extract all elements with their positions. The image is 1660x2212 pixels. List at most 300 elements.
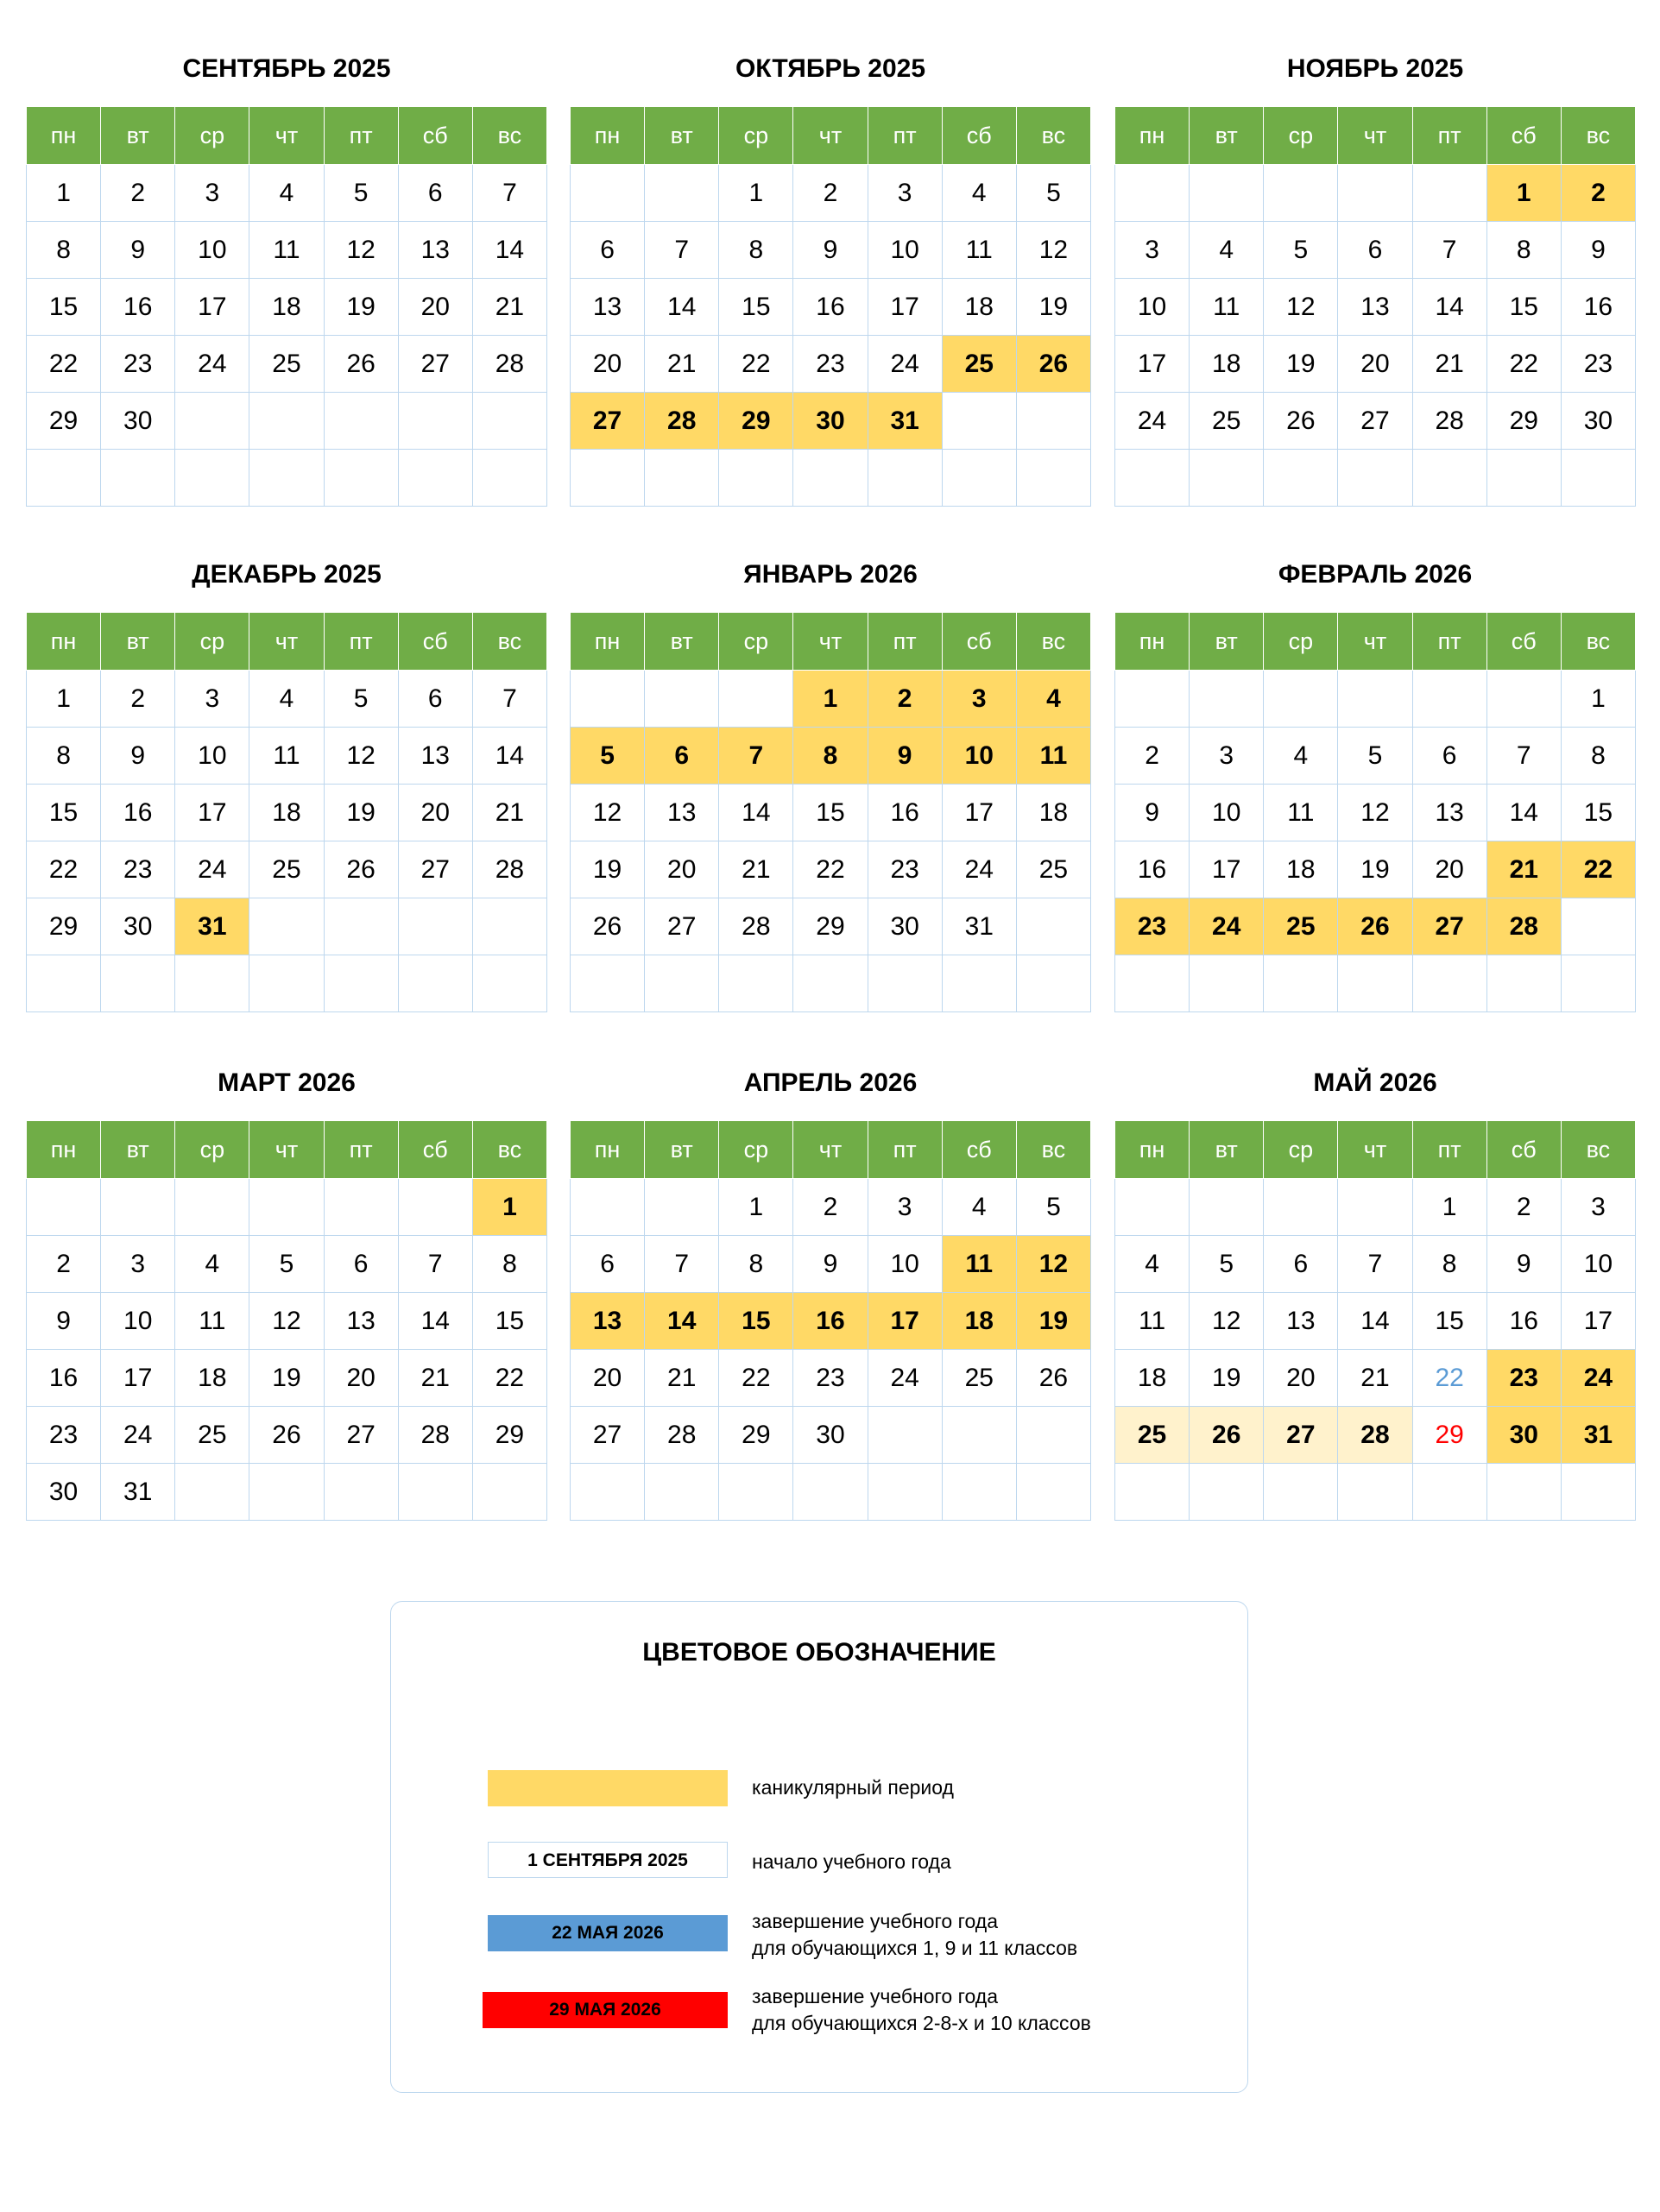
empty-cell — [175, 450, 249, 507]
day-cell: 19 — [1016, 279, 1090, 336]
day-cell: 11 — [1016, 728, 1090, 785]
day-cell: 9 — [27, 1293, 101, 1350]
month-title: АПРЕЛЬ 2026 — [743, 1068, 918, 1097]
day-cell: 5 — [324, 165, 398, 222]
weekday-header: вт — [1190, 613, 1264, 671]
empty-cell — [398, 1179, 472, 1236]
day-cell: 13 — [398, 728, 472, 785]
empty-cell — [1486, 671, 1561, 728]
day-cell: 6 — [398, 671, 472, 728]
day-cell: 30 — [101, 393, 175, 450]
empty-cell — [1264, 165, 1338, 222]
day-cell: 13 — [571, 1293, 645, 1350]
day-cell: 23 — [1561, 336, 1635, 393]
day-cell: 12 — [1190, 1293, 1264, 1350]
day-cell: 26 — [1190, 1407, 1264, 1464]
weekday-header: ср — [175, 613, 249, 671]
day-cell: 17 — [1561, 1293, 1635, 1350]
day-cell: 20 — [571, 1350, 645, 1407]
day-cell: 3 — [175, 671, 249, 728]
weekday-header: пн — [1115, 613, 1190, 671]
legend-desc-end-red — [752, 1983, 1091, 2037]
month-title: ОКТЯБРЬ 2025 — [735, 54, 926, 83]
empty-cell — [1264, 1179, 1338, 1236]
empty-cell — [1190, 1464, 1264, 1521]
day-cell: 12 — [1338, 785, 1412, 841]
empty-cell — [571, 165, 645, 222]
day-cell: 22 — [719, 1350, 793, 1407]
empty-cell — [1016, 1464, 1090, 1521]
empty-cell — [175, 955, 249, 1012]
day-cell: 26 — [1016, 336, 1090, 393]
day-cell: 5 — [1016, 1179, 1090, 1236]
empty-cell — [249, 898, 324, 955]
day-cell: 1 — [1412, 1179, 1486, 1236]
day-cell: 2 — [793, 165, 868, 222]
day-cell: 13 — [571, 279, 645, 336]
weekday-header: вт — [645, 107, 719, 165]
empty-cell — [645, 1179, 719, 1236]
day-cell: 26 — [1264, 393, 1338, 450]
legend-desc-line: завершение учебного года — [752, 1910, 998, 1932]
day-cell: 7 — [1486, 728, 1561, 785]
day-cell: 16 — [1115, 841, 1190, 898]
empty-cell — [1486, 1464, 1561, 1521]
day-cell: 26 — [324, 336, 398, 393]
empty-cell — [472, 955, 546, 1012]
month-3 — [26, 553, 547, 1012]
empty-cell — [571, 955, 645, 1012]
day-cell: 19 — [1338, 841, 1412, 898]
day-cell: 1 — [27, 165, 101, 222]
day-cell: 21 — [472, 785, 546, 841]
day-cell: 11 — [1190, 279, 1264, 336]
day-cell: 7 — [1338, 1236, 1412, 1293]
day-cell: 6 — [324, 1236, 398, 1293]
empty-cell — [571, 450, 645, 507]
day-cell: 20 — [645, 841, 719, 898]
day-cell: 27 — [324, 1407, 398, 1464]
day-cell: 17 — [942, 785, 1016, 841]
legend-desc-line: завершение учебного года — [752, 1985, 998, 2007]
day-cell: 10 — [175, 728, 249, 785]
day-cell: 15 — [793, 785, 868, 841]
empty-cell — [472, 450, 546, 507]
empty-cell — [1115, 165, 1190, 222]
weekday-header: пт — [324, 1121, 398, 1179]
day-cell: 11 — [249, 222, 324, 279]
day-cell: 18 — [249, 785, 324, 841]
day-cell: 15 — [27, 279, 101, 336]
day-cell: 14 — [719, 785, 793, 841]
day-cell: 25 — [1190, 393, 1264, 450]
empty-cell — [398, 1464, 472, 1521]
empty-cell — [1561, 1464, 1635, 1521]
day-cell: 3 — [1115, 222, 1190, 279]
day-cell: 3 — [175, 165, 249, 222]
day-cell: 3 — [868, 1179, 942, 1236]
day-cell: 5 — [1338, 728, 1412, 785]
empty-cell — [175, 1179, 249, 1236]
day-cell: 24 — [942, 841, 1016, 898]
day-cell: 18 — [1190, 336, 1264, 393]
day-cell: 29 — [27, 898, 101, 955]
weekday-header: пн — [1115, 1121, 1190, 1179]
day-cell: 5 — [1016, 165, 1090, 222]
weekday-header: вт — [1190, 107, 1264, 165]
day-cell: 4 — [1264, 728, 1338, 785]
empty-cell — [1412, 955, 1486, 1012]
day-cell: 24 — [101, 1407, 175, 1464]
empty-cell — [793, 1464, 868, 1521]
empty-cell — [868, 450, 942, 507]
month-1 — [570, 47, 1091, 507]
day-cell: 25 — [249, 336, 324, 393]
day-cell: 24 — [1115, 393, 1190, 450]
day-cell: 23 — [1115, 898, 1190, 955]
day-cell: 23 — [868, 841, 942, 898]
weekday-header: пт — [1412, 613, 1486, 671]
empty-cell — [942, 1407, 1016, 1464]
empty-cell — [645, 450, 719, 507]
month-grid — [26, 612, 547, 1012]
day-cell: 3 — [1190, 728, 1264, 785]
weekday-header: пн — [1115, 107, 1190, 165]
day-cell: 12 — [1016, 222, 1090, 279]
day-cell: 22 — [1486, 336, 1561, 393]
day-cell: 1 — [27, 671, 101, 728]
empty-cell — [249, 393, 324, 450]
day-cell: 1 — [719, 1179, 793, 1236]
day-cell: 27 — [398, 336, 472, 393]
month-grid — [570, 612, 1091, 1012]
day-cell: 8 — [719, 222, 793, 279]
day-cell: 3 — [1561, 1179, 1635, 1236]
empty-cell — [1264, 955, 1338, 1012]
month-grid — [1114, 612, 1636, 1012]
weekday-header: пт — [868, 613, 942, 671]
day-cell: 2 — [27, 1236, 101, 1293]
day-cell: 14 — [472, 728, 546, 785]
weekday-header: чт — [793, 1121, 868, 1179]
empty-cell — [1561, 898, 1635, 955]
empty-cell — [472, 1464, 546, 1521]
day-cell: 27 — [645, 898, 719, 955]
day-cell: 17 — [175, 785, 249, 841]
month-title: НОЯБРЬ 2025 — [1286, 54, 1464, 83]
weekday-header: ср — [719, 107, 793, 165]
day-cell: 1 — [1486, 165, 1561, 222]
day-cell: 8 — [793, 728, 868, 785]
day-cell: 23 — [101, 336, 175, 393]
weekday-header: вс — [472, 613, 546, 671]
empty-cell — [868, 1464, 942, 1521]
day-cell: 17 — [868, 1293, 942, 1350]
weekday-header: ср — [1264, 107, 1338, 165]
empty-cell — [398, 955, 472, 1012]
day-cell: 15 — [719, 1293, 793, 1350]
legend-desc-line: для обучающихся 1, 9 и 11 классов — [752, 1937, 1078, 1959]
empty-cell — [1190, 165, 1264, 222]
empty-cell — [942, 450, 1016, 507]
month-grid — [570, 106, 1091, 507]
day-cell: 20 — [1264, 1350, 1338, 1407]
day-cell: 22 — [1561, 841, 1635, 898]
empty-cell — [868, 1407, 942, 1464]
weekday-header: пт — [1412, 1121, 1486, 1179]
empty-cell — [571, 1179, 645, 1236]
day-cell: 18 — [1115, 1350, 1190, 1407]
month-title: МАЙ 2026 — [1313, 1068, 1437, 1097]
empty-cell — [571, 671, 645, 728]
weekday-header: сб — [398, 107, 472, 165]
day-cell: 12 — [249, 1293, 324, 1350]
empty-cell — [101, 955, 175, 1012]
day-cell: 10 — [175, 222, 249, 279]
day-cell: 10 — [1190, 785, 1264, 841]
empty-cell — [719, 671, 793, 728]
day-cell: 28 — [645, 393, 719, 450]
weekday-header: вс — [1016, 1121, 1090, 1179]
day-cell: 4 — [942, 1179, 1016, 1236]
weekday-header: чт — [249, 107, 324, 165]
day-cell: 29 — [1486, 393, 1561, 450]
weekday-header: чт — [1338, 1121, 1412, 1179]
day-cell: 19 — [571, 841, 645, 898]
day-cell: 27 — [1412, 898, 1486, 955]
day-cell: 24 — [1561, 1350, 1635, 1407]
legend-desc-start — [752, 1849, 951, 1875]
day-cell: 7 — [472, 671, 546, 728]
day-cell: 4 — [249, 165, 324, 222]
empty-cell — [249, 1464, 324, 1521]
empty-cell — [868, 955, 942, 1012]
empty-cell — [942, 955, 1016, 1012]
day-cell: 1 — [472, 1179, 546, 1236]
month-8 — [1114, 1062, 1636, 1521]
legend-desc-line: для обучающихся 2-8-х и 10 классов — [752, 2012, 1091, 2034]
day-cell: 12 — [571, 785, 645, 841]
day-cell: 5 — [1190, 1236, 1264, 1293]
day-cell: 6 — [1412, 728, 1486, 785]
empty-cell — [645, 1464, 719, 1521]
day-cell: 4 — [942, 165, 1016, 222]
empty-cell — [1016, 393, 1090, 450]
day-cell: 24 — [175, 336, 249, 393]
day-cell: 19 — [324, 279, 398, 336]
day-cell: 18 — [249, 279, 324, 336]
empty-cell — [719, 955, 793, 1012]
day-cell: 28 — [472, 841, 546, 898]
day-cell: 15 — [1486, 279, 1561, 336]
day-cell: 7 — [1412, 222, 1486, 279]
empty-cell — [1264, 450, 1338, 507]
weekday-header: сб — [942, 107, 1016, 165]
day-cell: 17 — [868, 279, 942, 336]
day-cell: 29 — [472, 1407, 546, 1464]
empty-cell — [27, 955, 101, 1012]
day-cell: 1 — [1561, 671, 1635, 728]
day-cell: 28 — [1486, 898, 1561, 955]
day-cell: 31 — [942, 898, 1016, 955]
empty-cell — [398, 450, 472, 507]
empty-cell — [249, 955, 324, 1012]
day-cell: 10 — [942, 728, 1016, 785]
day-cell: 27 — [1338, 393, 1412, 450]
weekday-header: вт — [1190, 1121, 1264, 1179]
weekday-header: пт — [1412, 107, 1486, 165]
day-cell: 10 — [868, 1236, 942, 1293]
day-cell: 19 — [1264, 336, 1338, 393]
day-cell: 22 — [1412, 1350, 1486, 1407]
day-cell: 7 — [398, 1236, 472, 1293]
empty-cell — [1115, 671, 1190, 728]
legend-swatch-end-blue: 22 МАЯ 2026 — [488, 1915, 728, 1951]
day-cell: 10 — [1561, 1236, 1635, 1293]
weekday-header: пн — [571, 613, 645, 671]
day-cell: 23 — [27, 1407, 101, 1464]
color-legend — [390, 1601, 1248, 2093]
day-cell: 13 — [1412, 785, 1486, 841]
legend-swatch-holiday — [488, 1770, 728, 1806]
empty-cell — [101, 450, 175, 507]
weekday-header: вс — [1561, 613, 1635, 671]
empty-cell — [1115, 1179, 1190, 1236]
day-cell: 13 — [1264, 1293, 1338, 1350]
day-cell: 16 — [101, 785, 175, 841]
month-4 — [570, 553, 1091, 1012]
weekday-header: вт — [101, 613, 175, 671]
day-cell: 9 — [1486, 1236, 1561, 1293]
empty-cell — [719, 450, 793, 507]
day-cell: 14 — [1412, 279, 1486, 336]
month-5 — [1114, 553, 1636, 1012]
day-cell: 6 — [1264, 1236, 1338, 1293]
day-cell: 21 — [645, 336, 719, 393]
day-cell: 9 — [793, 222, 868, 279]
weekday-header: пн — [27, 107, 101, 165]
day-cell: 8 — [27, 728, 101, 785]
day-cell: 16 — [793, 279, 868, 336]
day-cell: 18 — [942, 279, 1016, 336]
empty-cell — [1412, 165, 1486, 222]
day-cell: 18 — [1264, 841, 1338, 898]
empty-cell — [942, 1464, 1016, 1521]
weekday-header: пт — [324, 613, 398, 671]
weekday-header: чт — [249, 613, 324, 671]
day-cell: 17 — [101, 1350, 175, 1407]
day-cell: 8 — [1412, 1236, 1486, 1293]
day-cell: 20 — [1338, 336, 1412, 393]
day-cell: 30 — [1486, 1407, 1561, 1464]
weekday-header: вт — [101, 1121, 175, 1179]
day-cell: 13 — [398, 222, 472, 279]
day-cell: 15 — [1412, 1293, 1486, 1350]
day-cell: 15 — [27, 785, 101, 841]
day-cell: 4 — [175, 1236, 249, 1293]
weekday-header: чт — [793, 107, 868, 165]
day-cell: 28 — [719, 898, 793, 955]
empty-cell — [175, 393, 249, 450]
weekday-header: вс — [472, 107, 546, 165]
day-cell: 5 — [1264, 222, 1338, 279]
weekday-header: пт — [324, 107, 398, 165]
month-grid — [570, 1120, 1091, 1521]
day-cell: 11 — [1264, 785, 1338, 841]
day-cell: 31 — [868, 393, 942, 450]
day-cell: 14 — [1338, 1293, 1412, 1350]
month-grid — [26, 106, 547, 507]
day-cell: 29 — [719, 393, 793, 450]
day-cell: 25 — [942, 336, 1016, 393]
empty-cell — [324, 898, 398, 955]
empty-cell — [1016, 955, 1090, 1012]
month-title: СЕНТЯБРЬ 2025 — [182, 54, 391, 83]
day-cell: 30 — [793, 393, 868, 450]
day-cell: 18 — [942, 1293, 1016, 1350]
weekday-header: ср — [719, 1121, 793, 1179]
weekday-header: сб — [398, 1121, 472, 1179]
legend-swatch-end-red: 29 МАЯ 2026 — [483, 1992, 728, 2028]
legend-desc-holiday — [752, 1774, 954, 1801]
day-cell: 19 — [1016, 1293, 1090, 1350]
day-cell: 26 — [324, 841, 398, 898]
weekday-header: пт — [868, 107, 942, 165]
day-cell: 7 — [645, 222, 719, 279]
day-cell: 3 — [101, 1236, 175, 1293]
empty-cell — [1016, 898, 1090, 955]
legend-swatch-start: 1 СЕНТЯБРЯ 2025 — [488, 1842, 728, 1878]
month-grid — [26, 1120, 547, 1521]
day-cell: 14 — [398, 1293, 472, 1350]
day-cell: 20 — [324, 1350, 398, 1407]
day-cell: 6 — [571, 1236, 645, 1293]
weekday-header: пн — [571, 107, 645, 165]
day-cell: 2 — [1486, 1179, 1561, 1236]
empty-cell — [942, 393, 1016, 450]
empty-cell — [1190, 671, 1264, 728]
day-cell: 9 — [868, 728, 942, 785]
day-cell: 24 — [1190, 898, 1264, 955]
day-cell: 14 — [645, 1293, 719, 1350]
weekday-header: чт — [1338, 107, 1412, 165]
month-2 — [1114, 47, 1636, 507]
day-cell: 17 — [1115, 336, 1190, 393]
weekday-header: ср — [1264, 613, 1338, 671]
empty-cell — [27, 450, 101, 507]
day-cell: 4 — [1016, 671, 1090, 728]
empty-cell — [1412, 671, 1486, 728]
day-cell: 29 — [27, 393, 101, 450]
day-cell: 12 — [1016, 1236, 1090, 1293]
day-cell: 11 — [249, 728, 324, 785]
empty-cell — [1338, 450, 1412, 507]
day-cell: 22 — [472, 1350, 546, 1407]
weekday-header: ср — [175, 107, 249, 165]
day-cell: 1 — [793, 671, 868, 728]
day-cell: 11 — [1115, 1293, 1190, 1350]
day-cell: 22 — [719, 336, 793, 393]
empty-cell — [1412, 1464, 1486, 1521]
day-cell: 2 — [793, 1179, 868, 1236]
day-cell: 20 — [398, 785, 472, 841]
weekday-header: пн — [571, 1121, 645, 1179]
empty-cell — [1561, 450, 1635, 507]
empty-cell — [1115, 450, 1190, 507]
empty-cell — [324, 1464, 398, 1521]
day-cell: 25 — [1016, 841, 1090, 898]
empty-cell — [1016, 450, 1090, 507]
